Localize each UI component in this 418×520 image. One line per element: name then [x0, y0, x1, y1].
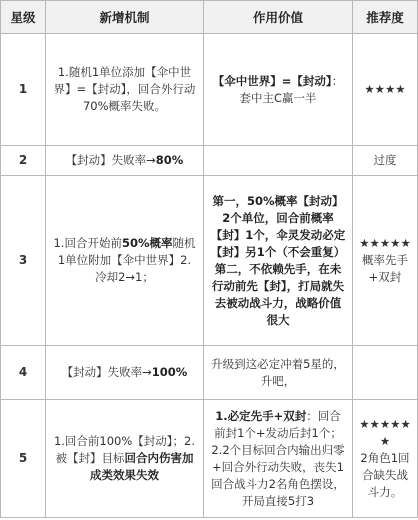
stars-rating: ★★★★★ — [359, 236, 411, 250]
table-row — [1, 346, 418, 400]
value-cell: 升级到这必定冲着5星的，升吧， — [204, 346, 353, 400]
level-cell: 1 — [1, 34, 46, 146]
value-cell — [204, 146, 353, 176]
stars-rating: ★★★★ — [364, 82, 406, 96]
table-row — [1, 146, 418, 176]
mechanism-cell — [46, 176, 204, 346]
recommend-note: 2角色1回合缺失战斗力。 — [360, 451, 410, 499]
value-bold: 【伞中世界】=【封动】 — [212, 73, 332, 88]
mechanism-text: 1.回合前100%【封动】；2.被【封】目标 — [53, 434, 196, 465]
mechanism-text: 【封动】失败率→ — [65, 153, 156, 167]
header-mechanism: 新增机制 — [46, 1, 204, 34]
recommend-cell — [353, 146, 418, 176]
value-text: ：回合前封1个+发动后封1个；2.2个目标回合内输出归零+回合外行动失败，丧失1回合战斗力2名角色摆设，开局直接5打3 — [211, 408, 345, 508]
mechanism-bold: 50%概率 — [121, 236, 173, 250]
mechanism-cell — [46, 400, 204, 518]
level-cell: 5 — [1, 400, 46, 518]
recommend-cell — [353, 34, 418, 146]
value-cell — [204, 176, 353, 346]
table-row — [1, 176, 418, 346]
mechanism-cell — [46, 346, 204, 400]
value-cell — [204, 400, 353, 518]
mechanism-text: 1.回合开始前 — [53, 236, 122, 250]
level-cell: 3 — [1, 176, 46, 346]
header-recommend: 推荐度 — [353, 1, 418, 34]
stars-rating: ★★★★★★ — [359, 417, 411, 448]
table-header-row — [1, 1, 418, 34]
value-bold: 1.必定先手+双封 — [215, 408, 307, 423]
level-cell: 4 — [1, 346, 46, 400]
mechanism-cell: 1.随机1单位添加【伞中世界】=【封动】，回合外行动70%概率失败。 — [46, 34, 204, 146]
value-cell — [204, 34, 353, 146]
recommend-cell — [353, 346, 418, 400]
mechanism-bold: 80% — [155, 153, 184, 167]
mechanism-text: 【封动】失败率→ — [61, 365, 152, 379]
table-row — [1, 34, 418, 146]
table-row — [1, 400, 418, 518]
mechanism-cell — [46, 146, 204, 176]
header-level: 星级 — [1, 1, 46, 34]
recommend-note: 概率先手+双封 — [362, 253, 408, 284]
recommend-note: 过度 — [373, 153, 397, 167]
value-text: ：套中主C赢一半 — [239, 73, 344, 105]
recommend-cell — [353, 176, 418, 346]
header-value: 作用价值 — [204, 1, 353, 34]
level-cell: 2 — [1, 146, 46, 176]
value-bold: 第一，50%概率【封动】2个单位，回合前概率【封】1个，伞灵发动必定【封】另1个（不会重复）第二，不依赖先手，在未行动前先【封】，打局就失去被动战斗力，战略价值很大 — [210, 193, 346, 327]
mechanism-text: 随机1单位附加【伞中世界】2. 冷却2→1； — [57, 236, 196, 284]
recommend-cell — [353, 400, 418, 518]
mechanism-bold: 回合内伤害加成类效果失效 — [90, 451, 194, 482]
mechanism-bold: 100% — [151, 365, 188, 379]
